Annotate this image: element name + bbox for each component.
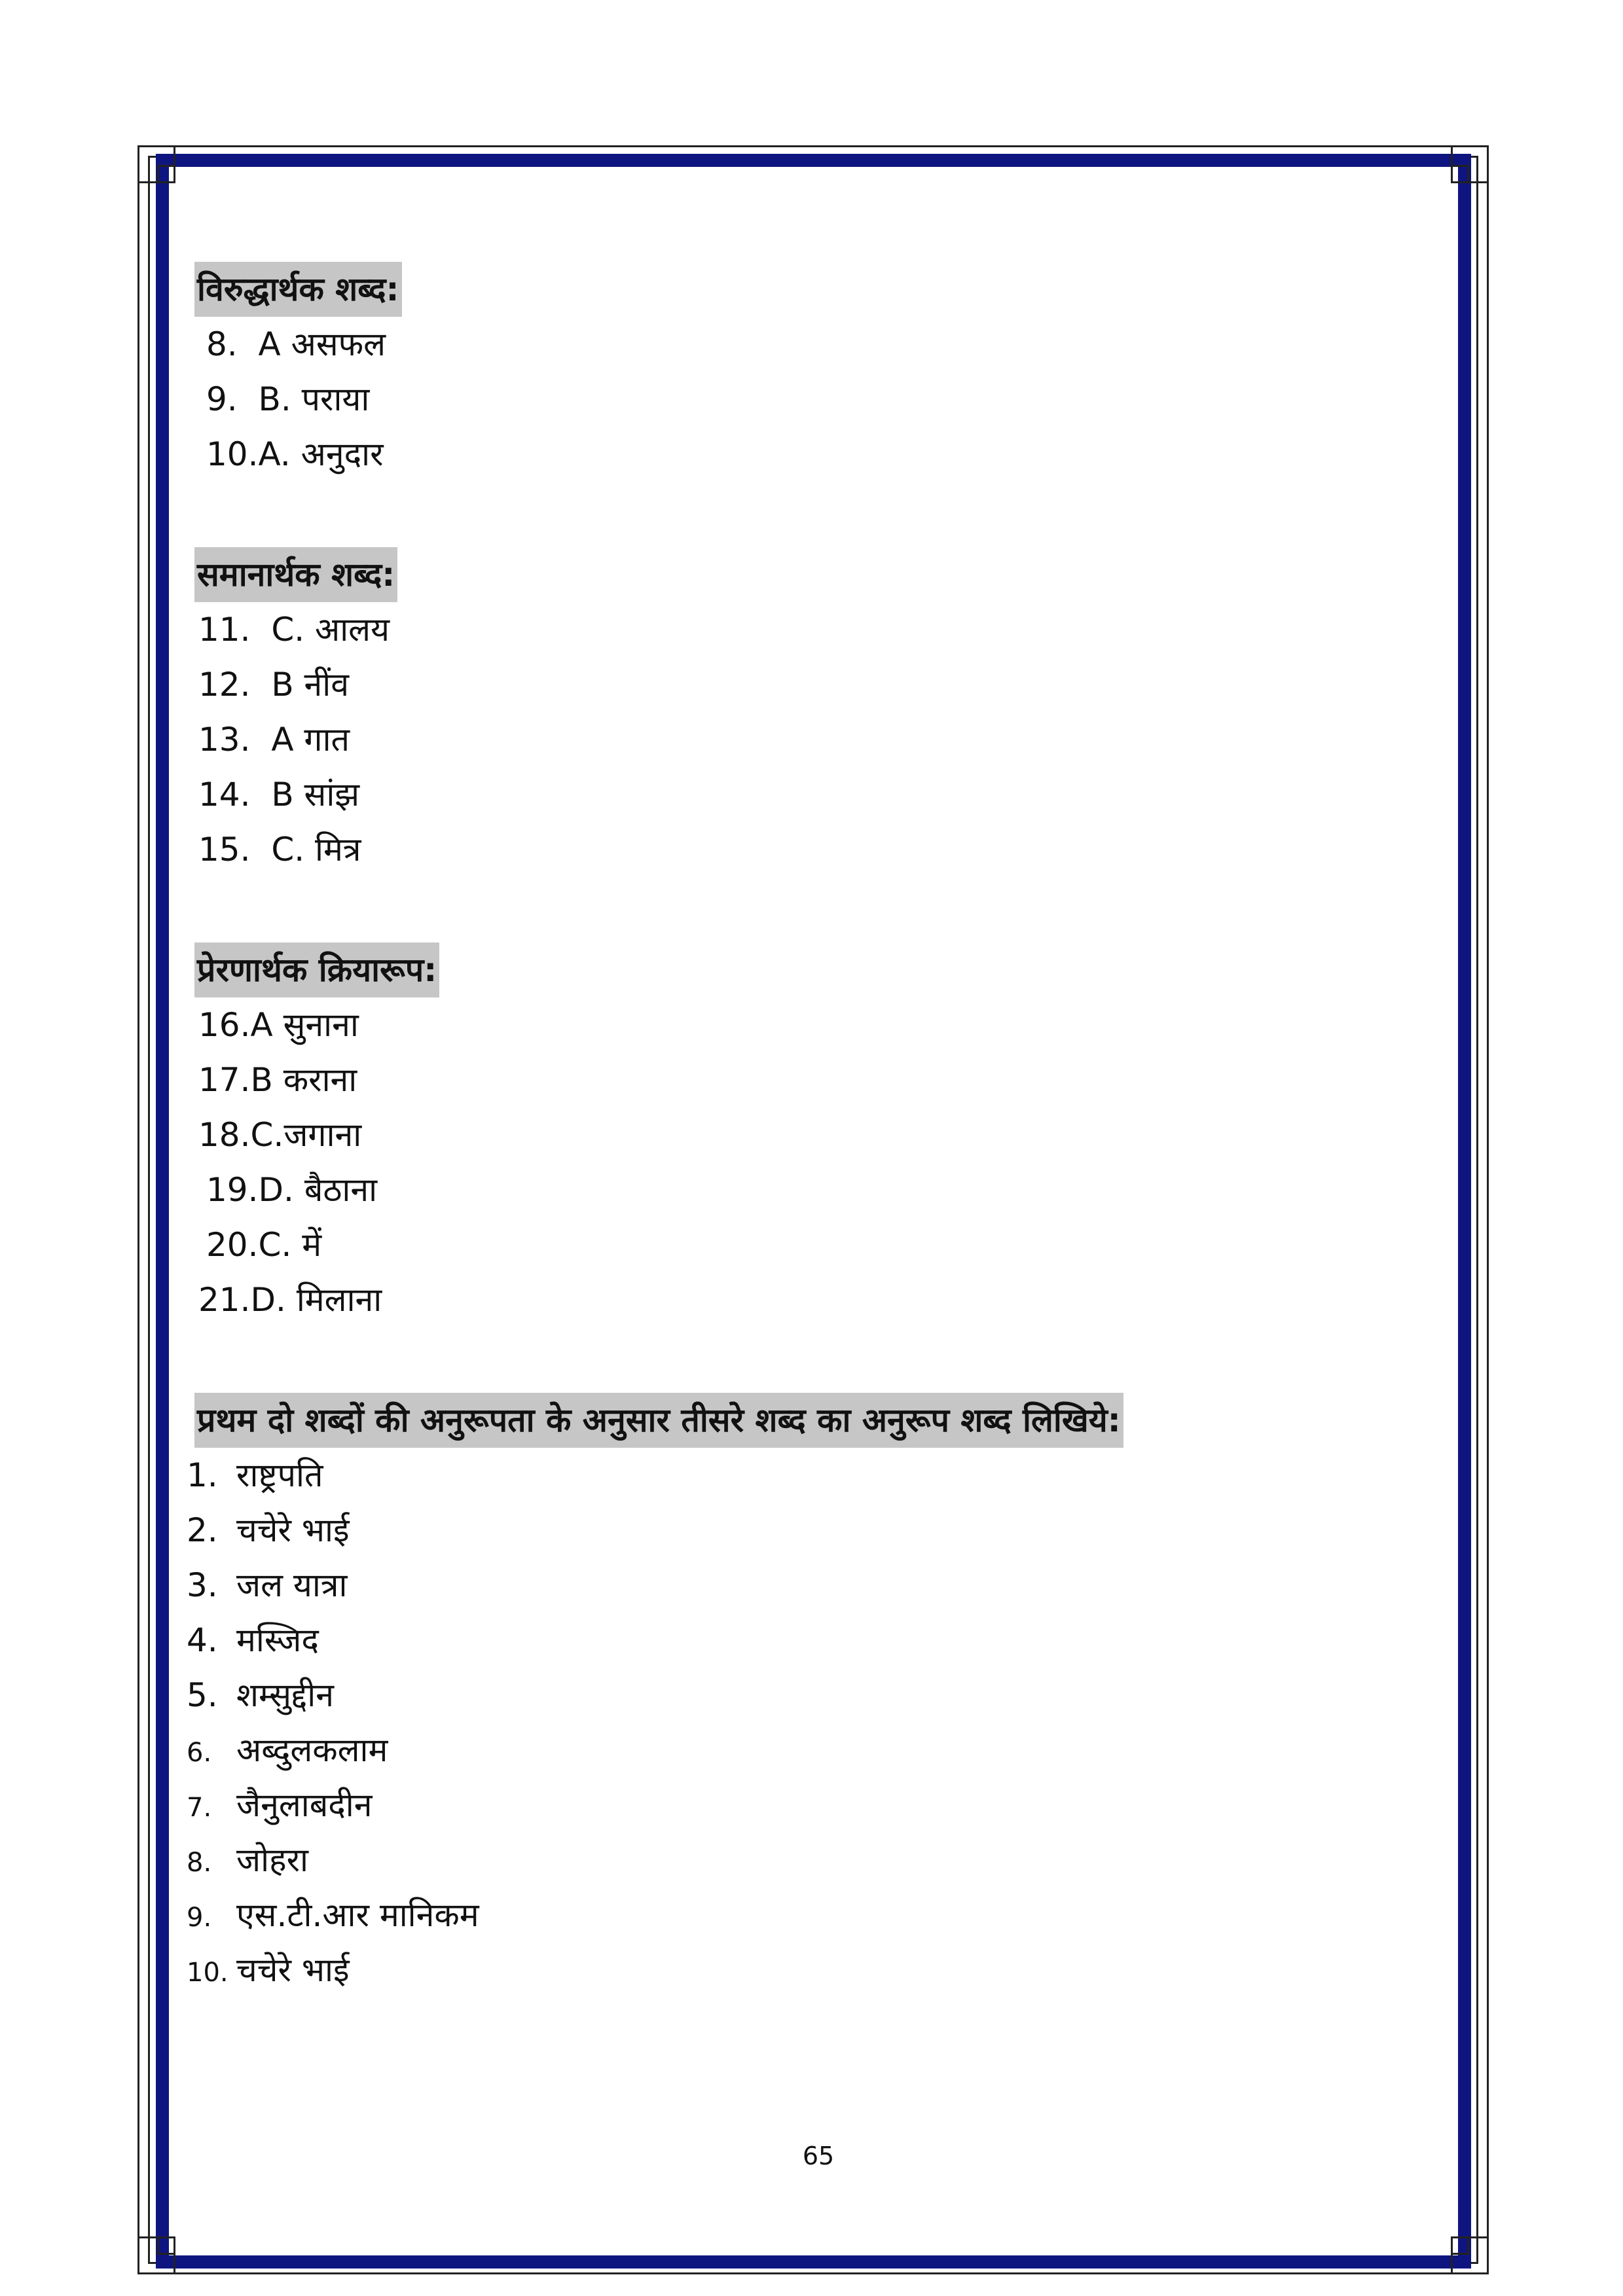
item-text: अब्दुलकलाम xyxy=(236,1731,388,1769)
list-item xyxy=(187,1676,334,1715)
item-number: 9. xyxy=(187,1903,212,1933)
item-text: B कराना xyxy=(250,1061,357,1099)
item-number: 12. xyxy=(198,666,251,704)
section-heading-synonyms: समानार्थक शब्द: xyxy=(194,547,397,602)
list-item xyxy=(206,325,386,364)
item-number: 10. xyxy=(187,1958,228,1988)
item-number: 4. xyxy=(187,1621,218,1659)
list-item xyxy=(187,1895,479,1937)
page-number: 65 xyxy=(802,2142,835,2170)
list-item xyxy=(198,1060,357,1100)
list-item xyxy=(187,1621,319,1660)
item-number: 21. xyxy=(198,1281,251,1319)
list-item xyxy=(198,1280,382,1319)
item-text: C. मित्र xyxy=(271,831,361,869)
item-number: 19. xyxy=(206,1171,259,1209)
list-item xyxy=(198,720,350,759)
item-text: मस्जिद xyxy=(236,1621,319,1659)
item-number: 6. xyxy=(187,1738,212,1768)
item-number: 13. xyxy=(198,721,251,759)
list-item xyxy=(198,830,361,869)
item-text: C. में xyxy=(258,1226,322,1264)
item-text: C. आलय xyxy=(271,611,390,649)
section-heading-analogy: प्रथम दो शब्दों की अनुरूपता के अनुसार तीसरे शब्द का अनुरूप शब्द लिखिये: xyxy=(194,1393,1123,1448)
item-number: 3. xyxy=(187,1566,218,1604)
list-item xyxy=(198,1005,359,1045)
list-item xyxy=(198,610,390,649)
item-text: एस.टी.आर मानिकम xyxy=(236,1896,479,1934)
item-text: B सांझ xyxy=(271,776,360,814)
list-item xyxy=(187,1731,388,1772)
item-text: जल यात्रा xyxy=(236,1566,348,1604)
list-item xyxy=(206,435,384,474)
item-text: B नींव xyxy=(271,666,350,704)
item-number: 7. xyxy=(187,1793,212,1823)
item-number: 16. xyxy=(198,1006,251,1044)
section-heading-causative-verbs: प्रेरणार्थक क्रियारूप: xyxy=(194,942,439,997)
item-number: 8. xyxy=(206,325,238,363)
item-number: 2. xyxy=(187,1511,218,1549)
item-text: D. मिलाना xyxy=(250,1281,382,1319)
list-item xyxy=(206,1225,321,1265)
item-text: A. अनुदार xyxy=(258,435,384,473)
list-item xyxy=(187,1840,308,1882)
list-item xyxy=(206,1170,377,1210)
list-item xyxy=(187,1785,373,1827)
list-item xyxy=(187,1950,350,1992)
section-heading-antonyms: विरुद्धार्थक शब्द: xyxy=(194,262,402,317)
item-number: 15. xyxy=(198,831,251,869)
item-text: शम्सुद्दीन xyxy=(236,1676,334,1714)
list-item xyxy=(206,380,369,419)
list-item xyxy=(187,1566,347,1605)
item-number: 5. xyxy=(187,1676,218,1714)
list-item xyxy=(198,665,349,704)
item-number: 20. xyxy=(206,1226,259,1264)
item-number: 1. xyxy=(187,1456,218,1494)
item-number: 11. xyxy=(198,611,251,649)
item-text: A गात xyxy=(271,721,350,759)
item-number: 10. xyxy=(206,435,259,473)
item-text: जैनुलाबदीन xyxy=(236,1786,373,1824)
item-number: 17. xyxy=(198,1061,251,1099)
list-item xyxy=(198,1115,361,1155)
item-text: A असफल xyxy=(258,325,386,363)
item-text: C.जगाना xyxy=(250,1116,362,1154)
list-item xyxy=(187,1511,350,1550)
list-item xyxy=(187,1456,323,1495)
item-text: जोहरा xyxy=(236,1841,308,1879)
item-text: D. बैठाना xyxy=(258,1171,378,1209)
item-number: 18. xyxy=(198,1116,251,1154)
item-text: चचेरे भाई xyxy=(236,1511,350,1549)
item-text: A सुनाना xyxy=(250,1006,359,1044)
item-number: 9. xyxy=(206,380,238,418)
item-number: 14. xyxy=(198,776,251,814)
item-text: B. पराया xyxy=(258,380,370,418)
item-text: चचेरे भाई xyxy=(236,1951,350,1989)
item-text: राष्ट्रपति xyxy=(236,1456,323,1494)
item-number: 8. xyxy=(187,1848,212,1878)
list-item xyxy=(198,775,359,814)
